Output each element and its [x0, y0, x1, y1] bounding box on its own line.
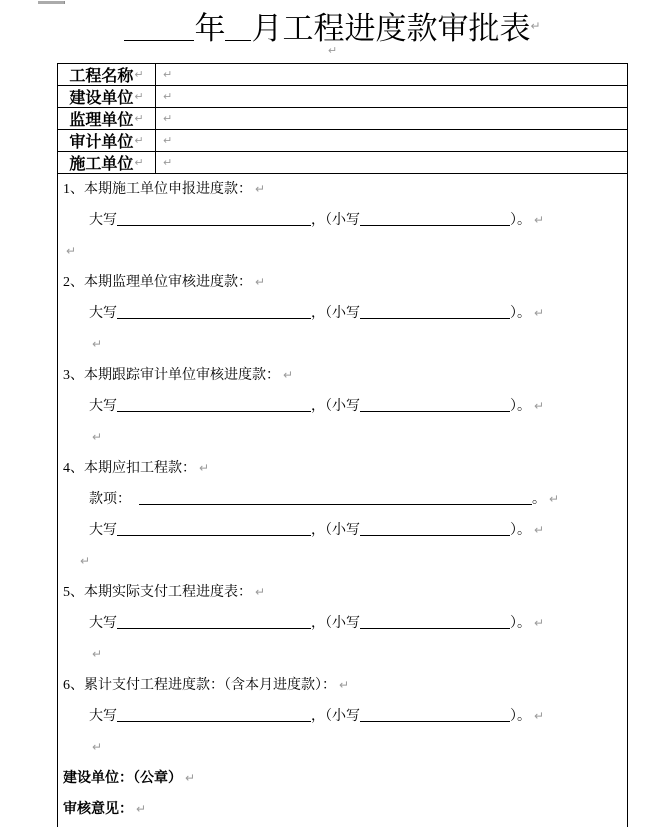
- paragraph-mark-icon: ↵: [534, 306, 545, 320]
- section-4-amount-line: [63, 515, 621, 546]
- row-value-cell[interactable]: [156, 152, 627, 173]
- empty-paragraph: [63, 329, 621, 360]
- amount-words-label: 大写: [89, 399, 117, 414]
- paragraph-mark-icon: ↵: [255, 275, 266, 289]
- row-label: 工程名称: [69, 68, 134, 85]
- heading-text: 2、本期监理单位审核进度款：: [63, 275, 252, 290]
- paragraph-mark-icon: ↵: [327, 44, 338, 57]
- amount-line-suffix: ）。: [510, 213, 531, 228]
- table-row-construction-unit: [58, 86, 627, 108]
- amount-line-suffix: ）。: [510, 523, 531, 538]
- amount-figures-blank[interactable]: [360, 615, 510, 629]
- paragraph-mark-icon: ↵: [534, 616, 545, 630]
- deduction-item-label: 款项：: [89, 492, 131, 507]
- row-value-cell[interactable]: [156, 86, 627, 107]
- paragraph-mark-icon: ↵: [92, 740, 103, 754]
- amount-figures-label: ，（小写: [311, 213, 360, 228]
- footer-review-opinion-line: [63, 794, 621, 825]
- section-1-heading: [63, 174, 621, 205]
- amount-figures-label: ，（小写: [311, 399, 360, 414]
- heading-text: 5、本期实际支付工程进度表：: [63, 585, 252, 600]
- amount-figures-label: ，（小写: [311, 523, 360, 538]
- amount-line-suffix: ）。: [510, 616, 531, 631]
- paragraph-mark-icon: ↵: [549, 492, 560, 506]
- heading-text: 6、累计支付工程进度款：（含本月进度款）：: [63, 678, 336, 693]
- cell-mark-icon: ↵: [163, 156, 173, 169]
- paragraph-mark-icon: ↵: [255, 585, 266, 599]
- empty-paragraph: [63, 639, 621, 670]
- amount-words-blank[interactable]: [117, 212, 311, 226]
- cell-mark-icon: ↵: [163, 112, 173, 125]
- row-label: 审计单位: [69, 134, 134, 151]
- cell-mark-icon: ↵: [134, 112, 144, 125]
- cell-mark-icon: ↵: [163, 134, 173, 147]
- paragraph-mark-icon: ↵: [283, 368, 294, 382]
- row-label: 施工单位: [69, 156, 134, 173]
- amount-figures-blank[interactable]: [360, 522, 510, 536]
- amount-words-blank[interactable]: [117, 708, 311, 722]
- paragraph-mark-icon: ↵: [185, 771, 196, 785]
- empty-paragraph: [63, 236, 621, 267]
- amount-words-blank[interactable]: [117, 305, 311, 319]
- paragraph-mark-icon: ↵: [534, 709, 545, 723]
- row-label-cell: [58, 108, 156, 129]
- empty-paragraph: [63, 422, 621, 453]
- section-4-heading: [63, 453, 621, 484]
- amount-figures-blank[interactable]: [360, 708, 510, 722]
- amount-figures-blank[interactable]: [360, 398, 510, 412]
- amount-words-blank[interactable]: [117, 615, 311, 629]
- paragraph-mark-icon: ↵: [136, 802, 147, 816]
- table-row-audit-unit: [58, 130, 627, 152]
- paragraph-mark-icon: ↵: [92, 430, 103, 444]
- cell-mark-icon: ↵: [163, 90, 173, 103]
- footer-text: 审核意见：: [63, 802, 133, 817]
- title-month-blank[interactable]: [225, 12, 251, 41]
- amount-words-label: 大写: [89, 616, 117, 631]
- amount-words-blank[interactable]: [117, 398, 311, 412]
- heading-text: 1、本期施工单位申报进度款：: [63, 182, 252, 197]
- section-4-deduction-line: [63, 484, 621, 515]
- paragraph-mark-icon: ↵: [66, 244, 77, 258]
- cell-mark-icon: ↵: [134, 68, 144, 81]
- section-5-heading: [63, 577, 621, 608]
- amount-line-suffix: ）。: [510, 399, 531, 414]
- cell-mark-icon: ↵: [134, 156, 144, 169]
- amount-figures-label: ，（小写: [311, 306, 360, 321]
- empty-paragraph: [63, 732, 621, 763]
- cell-mark-icon: ↵: [163, 68, 173, 81]
- title-year-label: 年: [194, 11, 226, 46]
- table-row-contractor-unit: [58, 152, 627, 174]
- paragraph-mark-icon: ↵: [534, 523, 545, 537]
- section-3-amount-line: [63, 391, 621, 422]
- deduction-line-suffix: 。: [532, 492, 546, 507]
- row-label: 监理单位: [69, 112, 134, 129]
- footer-company-seal-line: [63, 763, 621, 794]
- amount-words-label: 大写: [89, 306, 117, 321]
- paragraph-mark-icon: ↵: [534, 213, 545, 227]
- amount-figures-blank[interactable]: [360, 212, 510, 226]
- section-1-amount-line: [63, 205, 621, 236]
- cell-mark-icon: ↵: [134, 134, 144, 147]
- row-value-cell[interactable]: [156, 64, 627, 85]
- section-2-heading: [63, 267, 621, 298]
- amount-figures-label: ，（小写: [311, 616, 360, 631]
- table-row-supervision-unit: [58, 108, 627, 130]
- section-2-amount-line: [63, 298, 621, 329]
- amount-line-suffix: ）。: [510, 306, 531, 321]
- heading-text: 4、本期应扣工程款：: [63, 461, 196, 476]
- table-body-cell: [58, 174, 627, 825]
- footer-text: 建设单位：（公章）: [63, 771, 182, 786]
- row-label-cell: [58, 86, 156, 107]
- deduction-item-blank[interactable]: [139, 491, 532, 505]
- section-5-amount-line: [63, 608, 621, 639]
- paragraph-mark-icon: ↵: [92, 647, 103, 661]
- row-label: 建设单位: [69, 90, 134, 107]
- section-6-heading: [63, 670, 621, 701]
- table-row-project-name: [58, 64, 627, 86]
- paragraph-mark-icon: ↵: [92, 337, 103, 351]
- paragraph-mark-icon: ↵: [255, 182, 266, 196]
- amount-figures-label: ，（小写: [311, 709, 360, 724]
- amount-words-label: 大写: [89, 523, 117, 538]
- paragraph-mark-icon: ↵: [80, 554, 91, 568]
- approval-form-table: [57, 63, 628, 827]
- amount-line-suffix: ）。: [510, 709, 531, 724]
- empty-paragraph: [63, 546, 621, 577]
- amount-words-label: 大写: [89, 213, 117, 228]
- row-value-cell[interactable]: [156, 108, 627, 129]
- title-year-blank[interactable]: [124, 12, 194, 41]
- paragraph-mark-icon: ↵: [530, 19, 541, 33]
- paragraph-mark-icon: ↵: [534, 399, 545, 413]
- heading-text: 3、本期跟踪审计单位审核进度款：: [63, 368, 280, 383]
- amount-words-blank[interactable]: [117, 522, 311, 536]
- paragraph-mark-icon: ↵: [339, 678, 350, 692]
- title-main-text: 月工程进度款审批表: [251, 11, 531, 46]
- scrollbar-artifact: [38, 1, 65, 4]
- row-label-cell: [58, 152, 156, 173]
- row-label-cell: [58, 130, 156, 151]
- section-3-heading: [63, 360, 621, 391]
- row-value-cell[interactable]: [156, 130, 627, 151]
- paragraph-mark-icon: ↵: [199, 461, 210, 475]
- section-6-amount-line: [63, 701, 621, 732]
- amount-figures-blank[interactable]: [360, 305, 510, 319]
- row-label-cell: [58, 64, 156, 85]
- cell-mark-icon: ↵: [134, 90, 144, 103]
- amount-words-label: 大写: [89, 709, 117, 724]
- empty-paragraph: [0, 41, 665, 59]
